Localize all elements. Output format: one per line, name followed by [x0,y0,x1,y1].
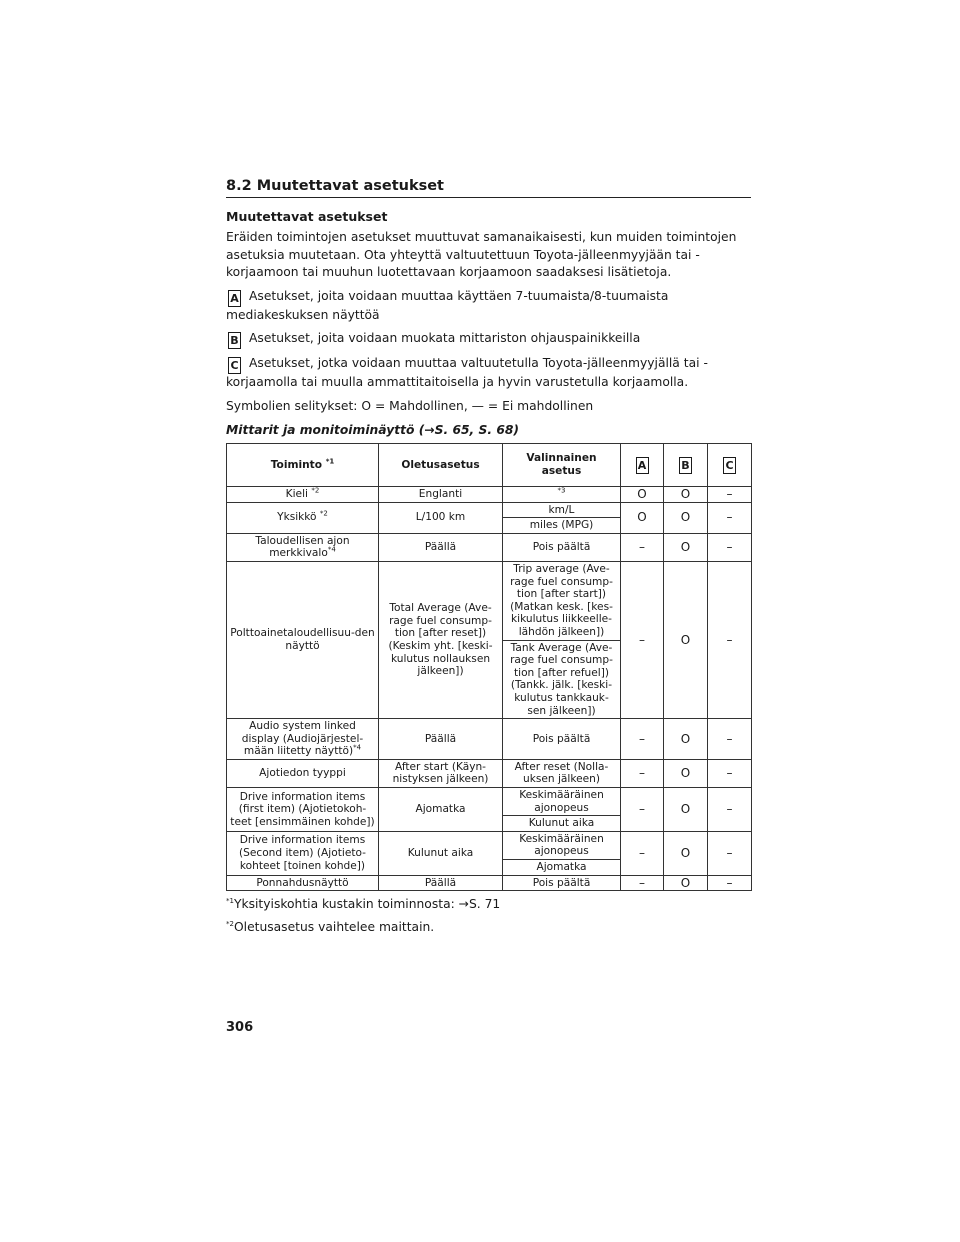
cell-c: – [708,831,752,875]
cell-optional: After reset (Nolla-uksen jälkeen) [503,759,621,787]
symbols-legend: Symbolien selitykset: O = Mahdollinen, — = Ei mahdollinen [226,398,594,413]
letter-box-a: A [228,290,241,307]
item-a-text: Asetukset, joita voidaan muuttaa käyttäen 7-tuumaista/8-tuumaista mediakeskuksen näyttöä [226,288,669,322]
page-content [226,178,751,936]
cell-a: – [621,759,664,787]
cell-b: O [664,788,708,832]
cell-b: O [664,561,708,718]
cell-c: – [708,759,752,787]
cell-function: Ponnahdusnäyttö [227,875,379,891]
cell-optional: Pois päältä [503,533,621,561]
cell-function: Drive information items (Second item) (Ajotieto-kohteet [toinen kohde]) [227,831,379,875]
header-c: C [708,444,752,487]
cell-optional: Pois päältä [503,875,621,891]
cell-function: Drive information items (first item) (Ajotietokoh-teet [ensimmäinen kohde]) [227,788,379,832]
cell-optional: Trip average (Ave-rage fuel consump-tion [after start]) (Matkan kesk. [kes-kikulutus liikkeelle-lähdön jälkeen]) [503,561,621,640]
cell-optional: Kulunut aika [503,816,621,832]
cell-a: O [621,502,664,533]
cell-optional: miles (MPG) [503,518,621,534]
cell-function: Taloudellisen ajon merkkivalo$^{*4}$ [227,533,379,561]
cell-function: Yksikkö $^{*2}$ [227,502,379,533]
cell-optional: Pois päältä [503,719,621,760]
cell-default: Ajomatka [379,788,503,832]
cell-a: – [621,875,664,891]
cell-c: – [708,561,752,718]
cell-c: – [708,487,752,503]
cell-a: – [621,719,664,760]
cell-a: O [621,487,664,503]
table-row [227,561,752,640]
subheading: Muutettavat asetukset [226,209,388,224]
cell-b: O [664,533,708,561]
letter-box-c: C [228,357,241,374]
cell-function: Ajotiedon tyyppi [227,759,379,787]
table-row [227,719,752,760]
item-b [226,330,751,349]
cell-default: Päällä [379,875,503,891]
cell-default: Kulunut aika [379,831,503,875]
header-b: B [664,444,708,487]
cell-a: – [621,788,664,832]
cell-b: O [664,719,708,760]
cell-default: L/100 km [379,502,503,533]
cell-optional: Keskimääräinen ajonopeus [503,831,621,859]
header-optional: Valinnainen asetus [503,444,621,487]
cell-b: O [664,831,708,875]
item-c [226,355,751,392]
cell-default: Total Average (Ave-rage fuel consump-tion [after reset]) (Keskim yht. [keski-kulutus nollauksen jälkeen]) [379,561,503,718]
cell-a: – [621,533,664,561]
table-row [227,502,752,518]
cell-b: O [664,875,708,891]
table-row [227,788,752,816]
cell-b: O [664,759,708,787]
cell-a: – [621,561,664,718]
header-default: Oletusasetus [379,444,503,487]
cell-default: Päällä [379,719,503,760]
table-title: Mittarit ja monitoiminäyttö (→S. 65, S. 68) [226,423,520,437]
cell-c: – [708,875,752,891]
cell-c: – [708,788,752,832]
cell-optional: Keskimääräinen ajonopeus [503,788,621,816]
table-row [227,533,752,561]
table-row [227,875,752,891]
cell-b: O [664,502,708,533]
item-b-text: Asetukset, joita voidaan muokata mittariston ohjauspainikkeilla [249,331,641,345]
cell-optional: km/L [503,502,621,518]
cell-optional: *3 [503,487,621,503]
cell-a: – [621,831,664,875]
intro-paragraph: Eräiden toimintojen asetukset muuttuvat samanaikaisesti, kun muiden toimintojen asetuksia muutetaan. Ota yhteyttä valtuutettuun Toyota-jälleenmyyjään tai -korjaamoon tai muuhun luotettavaan korjaamoon saadaksesi lisätietoja. [226,230,737,279]
cell-c: – [708,502,752,533]
table-row [227,487,752,503]
cell-default: After start (Käyn-nistyksen jälkeen) [379,759,503,787]
item-c-text: Asetukset, jotka voidaan muuttaa valtuutetulla Toyota-jälleenmyyjällä tai -korjaamolla tai muulla ammattitaitoisella ja hyvin varustetulla korjaamolla. [226,356,708,389]
table-row [227,831,752,859]
cell-function: Audio system linked display (Audiojärjestel-mään liitetty näyttö)$^{*4}$ [227,719,379,760]
cell-default: Englanti [379,487,503,503]
footnote-1: $^{*1}$Yksityiskohtia kustakin toiminnosta: →S. 71 [226,897,501,912]
header-a: A [621,444,664,487]
header-function: Toiminto $^{*1}$ [227,444,379,487]
cell-b: O [664,487,708,503]
cell-function: Kieli $^{*2}$ [227,487,379,503]
settings-table [226,443,752,891]
cell-c: – [708,719,752,760]
section-title: 8.2 Muutettavat asetukset [226,178,751,198]
cell-c: – [708,533,752,561]
table-header-row [227,444,752,487]
letter-box-b: B [228,332,241,349]
cell-optional: Ajomatka [503,860,621,876]
table-row [227,759,752,787]
page-number: 306 [226,1020,254,1035]
footnote-2: $^{*2}$Oletusasetus vaihtelee maittain. [226,920,435,935]
cell-function: Polttoainetaloudellisuu-den näyttö [227,561,379,718]
item-a [226,288,751,325]
cell-default: Päällä [379,533,503,561]
cell-optional: Tank Average (Ave-rage fuel consump-tion [after refuel]) (Tankk. jälk. [keski-kulutus tankkauk-sen jälkeen]) [503,640,621,719]
